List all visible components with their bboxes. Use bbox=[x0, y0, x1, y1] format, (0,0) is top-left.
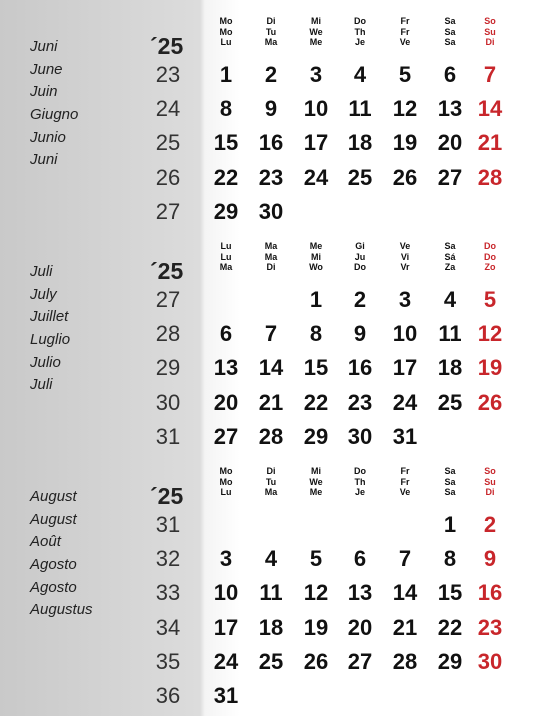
day-cell: 3 bbox=[219, 546, 233, 572]
week-number: 31 bbox=[155, 423, 181, 449]
weekday-label: Sa bbox=[444, 476, 456, 487]
weekday-label: Su bbox=[484, 26, 496, 37]
weekday-header bbox=[253, 466, 289, 498]
weekday-label: Mo bbox=[219, 26, 233, 37]
weekday-label: Do bbox=[484, 251, 496, 262]
week-number: 35 bbox=[155, 648, 181, 674]
day-cell: 21 bbox=[258, 389, 284, 415]
week-number: 25 bbox=[155, 130, 181, 156]
day-cell: 29 bbox=[213, 198, 239, 224]
month-block-july bbox=[0, 237, 533, 462]
weekday-label: Th bbox=[354, 476, 366, 487]
month-name: Luglio bbox=[30, 331, 71, 349]
day-cell: 12 bbox=[477, 321, 503, 347]
week-number: 27 bbox=[155, 287, 181, 312]
day-cell: 16 bbox=[477, 580, 503, 606]
day-cell: 20 bbox=[437, 130, 463, 156]
day-cell: 18 bbox=[437, 355, 463, 381]
day-cell: 20 bbox=[213, 389, 239, 415]
day-cell: 15 bbox=[213, 130, 239, 156]
weekday-label: Lu bbox=[220, 37, 232, 47]
weekday-header bbox=[432, 16, 468, 48]
weekday-label: Fr bbox=[400, 466, 410, 476]
weekday-label: Je bbox=[354, 37, 365, 47]
weekday-header bbox=[253, 241, 289, 273]
month-name: June bbox=[30, 60, 63, 78]
day-cell: 10 bbox=[213, 580, 239, 606]
day-cell: 22 bbox=[303, 389, 329, 415]
day-cell: 22 bbox=[437, 614, 463, 640]
month-name: Juli bbox=[30, 263, 53, 280]
day-cell: 13 bbox=[437, 96, 463, 122]
weekday-label: Lu bbox=[220, 251, 232, 262]
weekday-label: So bbox=[484, 466, 496, 476]
weekday-label: Ma bbox=[264, 251, 278, 262]
month-name: Giugno bbox=[30, 106, 79, 124]
day-cell: 8 bbox=[443, 546, 457, 572]
day-cell: 13 bbox=[213, 355, 239, 381]
month-name: July bbox=[30, 285, 57, 303]
year-label: ´25 bbox=[150, 483, 184, 509]
weekday-label: Zo bbox=[484, 262, 496, 272]
day-cell: 4 bbox=[443, 287, 457, 312]
day-cell: 5 bbox=[309, 546, 323, 572]
weekday-label: Tu bbox=[265, 26, 277, 37]
weekday-label: Sa bbox=[444, 26, 456, 37]
day-cell: 19 bbox=[392, 130, 418, 156]
weekday-label: Ma bbox=[219, 262, 233, 272]
day-cell: 30 bbox=[477, 648, 503, 674]
day-cell: 19 bbox=[303, 614, 329, 640]
weekday-header bbox=[208, 16, 244, 48]
month-names bbox=[30, 36, 160, 172]
day-cell: 10 bbox=[392, 321, 418, 347]
day-cell: 3 bbox=[398, 287, 412, 312]
month-name: Junio bbox=[30, 128, 66, 146]
weekday-label: We bbox=[309, 26, 323, 37]
day-cell: 25 bbox=[437, 389, 463, 415]
weekday-label: Sa bbox=[444, 487, 456, 497]
month-block-august bbox=[0, 462, 533, 708]
weekday-header bbox=[472, 241, 508, 273]
weekday-label: Di bbox=[485, 487, 495, 497]
weekday-label: Ma bbox=[264, 487, 278, 497]
day-cell: 7 bbox=[483, 62, 497, 87]
day-cell: 28 bbox=[477, 164, 503, 190]
day-cell: 23 bbox=[477, 614, 503, 640]
day-cell: 9 bbox=[483, 546, 497, 572]
week-number: 30 bbox=[155, 389, 181, 415]
day-cell: 15 bbox=[303, 355, 329, 381]
day-cell: 27 bbox=[213, 423, 239, 449]
weekday-header bbox=[342, 241, 378, 273]
day-cell: 6 bbox=[443, 62, 457, 87]
weekday-label: Wo bbox=[309, 262, 323, 272]
weekday-label: Sa bbox=[444, 241, 456, 251]
weekday-label: Ve bbox=[399, 487, 411, 497]
weekday-header bbox=[298, 16, 334, 48]
weekday-label: Ve bbox=[399, 37, 411, 47]
day-cell: 27 bbox=[437, 164, 463, 190]
day-cell: 1 bbox=[309, 287, 323, 312]
weekday-label: Me bbox=[309, 37, 323, 47]
day-cell: 25 bbox=[347, 164, 373, 190]
weekday-label: Di bbox=[266, 262, 276, 272]
weekday-label: Di bbox=[266, 16, 276, 26]
weekday-header bbox=[472, 466, 508, 498]
month-name: Juni bbox=[30, 151, 58, 169]
day-cell: 23 bbox=[258, 164, 284, 190]
week-number: 31 bbox=[155, 512, 181, 537]
weekday-label: Fr bbox=[400, 16, 410, 26]
day-cell: 24 bbox=[303, 164, 329, 190]
day-cell: 28 bbox=[258, 423, 284, 449]
day-cell: 4 bbox=[264, 546, 278, 572]
month-name: Juni bbox=[30, 38, 58, 55]
weekday-label: Vr bbox=[400, 262, 410, 272]
weekday-label: Ju bbox=[354, 251, 366, 262]
year-label: ´25 bbox=[150, 258, 184, 284]
day-cell: 18 bbox=[258, 614, 284, 640]
day-cell: 29 bbox=[437, 648, 463, 674]
day-cell: 16 bbox=[258, 130, 284, 156]
weekday-header bbox=[342, 16, 378, 48]
weekday-label: Do bbox=[484, 241, 496, 251]
day-cell: 27 bbox=[347, 648, 373, 674]
day-cell: 6 bbox=[219, 321, 233, 347]
day-cell: 2 bbox=[264, 62, 278, 87]
month-name: Août bbox=[30, 533, 61, 551]
day-cell: 14 bbox=[392, 580, 418, 606]
weekday-label: Me bbox=[309, 241, 323, 251]
weekday-label: Mi bbox=[311, 251, 321, 262]
weekday-header bbox=[387, 466, 423, 498]
day-cell: 17 bbox=[303, 130, 329, 156]
month-name: Juin bbox=[30, 83, 58, 101]
weekday-label: Fr bbox=[400, 476, 410, 487]
weekday-label: Me bbox=[309, 487, 323, 497]
weekday-label: Sá bbox=[444, 251, 456, 262]
month-name: August bbox=[30, 510, 77, 528]
weekday-label: Lu bbox=[220, 487, 232, 497]
month-block-june bbox=[0, 12, 533, 237]
year-label: ´25 bbox=[150, 33, 184, 59]
day-cell: 11 bbox=[259, 580, 283, 606]
weekday-label: Mi bbox=[311, 16, 321, 26]
weekday-label: Mo bbox=[219, 466, 233, 476]
week-number: 28 bbox=[155, 321, 181, 347]
month-name: Julio bbox=[30, 353, 61, 371]
day-cell: 3 bbox=[309, 62, 323, 87]
day-cell: 1 bbox=[443, 512, 457, 537]
month-names bbox=[30, 486, 160, 622]
weekday-label: Mo bbox=[219, 476, 233, 487]
day-cell: 16 bbox=[347, 355, 373, 381]
day-cell: 14 bbox=[258, 355, 284, 381]
day-cell: 12 bbox=[303, 580, 329, 606]
weekday-label: Ma bbox=[264, 37, 278, 47]
weekday-label: Za bbox=[444, 262, 456, 272]
month-name: Augustus bbox=[30, 601, 93, 619]
week-number: 23 bbox=[155, 62, 181, 87]
weekday-label: Gi bbox=[355, 241, 365, 251]
weekday-header bbox=[472, 16, 508, 48]
weekday-header bbox=[208, 466, 244, 498]
weekday-header bbox=[387, 241, 423, 273]
day-cell: 15 bbox=[437, 580, 463, 606]
weekday-label: Vi bbox=[400, 251, 410, 262]
day-cell: 18 bbox=[347, 130, 373, 156]
day-cell: 30 bbox=[258, 198, 284, 224]
day-cell: 6 bbox=[353, 546, 367, 572]
day-cell: 24 bbox=[213, 648, 239, 674]
day-cell: 9 bbox=[264, 96, 278, 122]
weekday-label: Di bbox=[266, 466, 276, 476]
weekday-label: Lu bbox=[220, 241, 232, 251]
weekday-header bbox=[432, 466, 468, 498]
day-cell: 26 bbox=[392, 164, 418, 190]
month-name: Juillet bbox=[30, 308, 69, 326]
day-cell: 11 bbox=[348, 96, 372, 122]
week-number: 33 bbox=[155, 580, 181, 606]
week-number: 24 bbox=[155, 96, 181, 122]
weekday-label: Do bbox=[354, 16, 366, 26]
day-cell: 23 bbox=[347, 389, 373, 415]
day-cell: 17 bbox=[213, 614, 239, 640]
weekday-label: Th bbox=[354, 26, 366, 37]
day-cell: 2 bbox=[483, 512, 497, 537]
weekday-header bbox=[298, 466, 334, 498]
month-name: Juli bbox=[30, 376, 53, 394]
day-cell: 26 bbox=[303, 648, 329, 674]
day-cell: 13 bbox=[347, 580, 373, 606]
day-cell: 11 bbox=[438, 321, 462, 347]
weekday-label: Je bbox=[354, 487, 365, 497]
weekday-label: Sa bbox=[444, 37, 456, 47]
month-name: Agosto bbox=[30, 556, 77, 574]
month-name: August bbox=[30, 488, 77, 505]
day-cell: 24 bbox=[392, 389, 418, 415]
weekday-label: Sa bbox=[444, 16, 456, 26]
day-cell: 31 bbox=[213, 683, 239, 708]
weekday-label: Ve bbox=[399, 241, 411, 251]
day-cell: 1 bbox=[219, 62, 233, 87]
day-cell: 22 bbox=[213, 164, 239, 190]
day-cell: 17 bbox=[392, 355, 418, 381]
day-cell: 5 bbox=[483, 287, 497, 312]
day-cell: 30 bbox=[347, 423, 373, 449]
day-cell: 14 bbox=[477, 96, 503, 122]
weekday-label: Tu bbox=[265, 476, 277, 487]
day-cell: 21 bbox=[392, 614, 418, 640]
month-name: Agosto bbox=[30, 578, 77, 596]
day-cell: 8 bbox=[309, 321, 323, 347]
day-cell: 19 bbox=[477, 355, 503, 381]
weekday-label: Sa bbox=[444, 466, 456, 476]
weekday-label: Su bbox=[484, 476, 496, 487]
weekday-label: Do bbox=[354, 466, 366, 476]
week-number: 26 bbox=[155, 164, 181, 190]
weekday-header bbox=[432, 241, 468, 273]
weekday-header bbox=[208, 241, 244, 273]
day-cell: 12 bbox=[392, 96, 418, 122]
weekday-label: Ma bbox=[264, 241, 278, 251]
day-cell: 25 bbox=[258, 648, 284, 674]
weekday-label: Fr bbox=[400, 26, 410, 37]
day-cell: 26 bbox=[477, 389, 503, 415]
day-cell: 9 bbox=[353, 321, 367, 347]
weekday-label: Mi bbox=[311, 466, 321, 476]
day-cell: 20 bbox=[347, 614, 373, 640]
weekday-label: So bbox=[484, 16, 496, 26]
week-number: 36 bbox=[155, 683, 181, 708]
weekday-label: Mo bbox=[219, 16, 233, 26]
week-number: 27 bbox=[155, 198, 181, 224]
week-number: 32 bbox=[155, 546, 181, 572]
day-cell: 7 bbox=[398, 546, 412, 572]
weekday-header bbox=[298, 241, 334, 273]
weekday-header bbox=[253, 16, 289, 48]
day-cell: 21 bbox=[477, 130, 503, 156]
week-number: 29 bbox=[155, 355, 181, 381]
month-names bbox=[30, 261, 160, 397]
day-cell: 2 bbox=[353, 287, 367, 312]
weekday-label: We bbox=[309, 476, 323, 487]
weekday-label: Di bbox=[485, 37, 495, 47]
day-cell: 4 bbox=[353, 62, 367, 87]
weekday-label: Do bbox=[354, 262, 366, 272]
day-cell: 5 bbox=[398, 62, 412, 87]
weekday-header bbox=[387, 16, 423, 48]
day-cell: 28 bbox=[392, 648, 418, 674]
week-number: 34 bbox=[155, 614, 181, 640]
day-cell: 31 bbox=[392, 423, 418, 449]
day-cell: 10 bbox=[303, 96, 329, 122]
day-cell: 8 bbox=[219, 96, 233, 122]
weekday-header bbox=[342, 466, 378, 498]
day-cell: 29 bbox=[303, 423, 329, 449]
day-cell: 7 bbox=[264, 321, 278, 347]
